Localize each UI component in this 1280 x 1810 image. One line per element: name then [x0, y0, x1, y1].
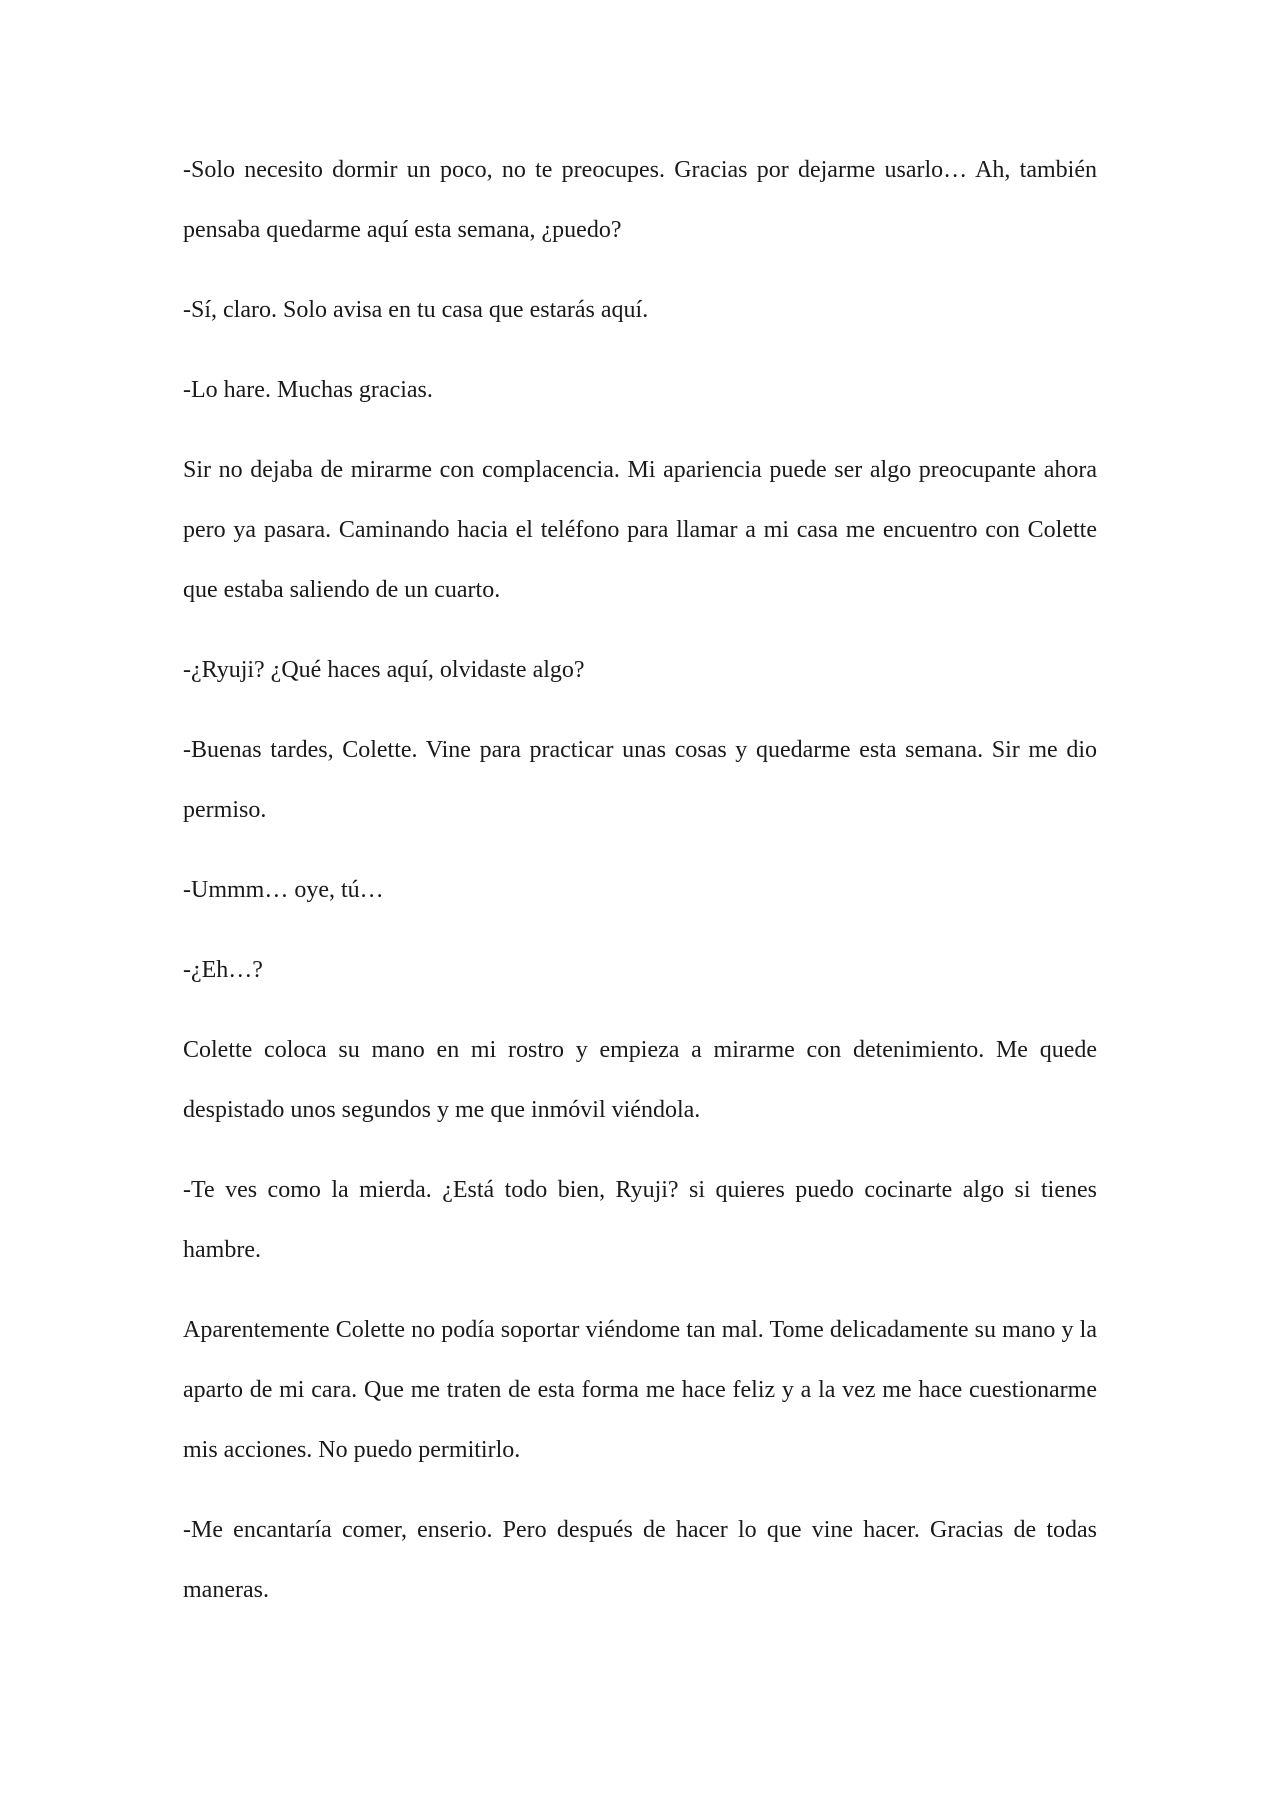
paragraph: -Te ves como la mierda. ¿Está todo bien, Ryuji? si quieres puedo cocinarte algo si tienes hambre. — [183, 1177, 1097, 1263]
paragraph: -¿Eh…? — [183, 957, 263, 983]
paragraph: Colette coloca su mano en mi rostro y empieza a mirarme con detenimiento. Me quede despistado unos segundos y me que inmóvil viéndola. — [183, 1037, 1097, 1123]
paragraph: Aparentemente Colette no podía soportar viéndome tan mal. Tome delicadamente su mano y la aparto de mi cara. Que me traten de esta forma me hace feliz y a la vez me hace cuestionarme mis acciones. No puedo permitirlo. — [183, 1317, 1097, 1463]
paragraph: -Ummm… oye, tú… — [183, 877, 384, 903]
paragraph: -Me encantaría comer, enserio. Pero después de hacer lo que vine hacer. Gracias de todas maneras. — [183, 1517, 1097, 1603]
paragraph: -Lo hare. Muchas gracias. — [183, 377, 433, 403]
paragraph: -Sí, claro. Solo avisa en tu casa que estarás aquí. — [183, 297, 649, 323]
paragraph: -¿Ryuji? ¿Qué haces aquí, olvidaste algo? — [183, 657, 585, 683]
paragraph: Sir no dejaba de mirarme con complacencia. Mi apariencia puede ser algo preocupante ahora pero ya pasara. Caminando hacia el teléfono para llamar a mi casa me encuentro con Colette que estaba saliendo de un cuarto. — [183, 457, 1097, 603]
paragraph: -Solo necesito dormir un poco, no te preocupes. Gracias por dejarme usarlo… Ah, también pensaba quedarme aquí esta semana, ¿puedo? — [183, 157, 1097, 243]
document-body — [183, 140, 1097, 1640]
paragraph: -Buenas tardes, Colette. Vine para practicar unas cosas y quedarme esta semana. Sir me dio permiso. — [183, 737, 1097, 823]
